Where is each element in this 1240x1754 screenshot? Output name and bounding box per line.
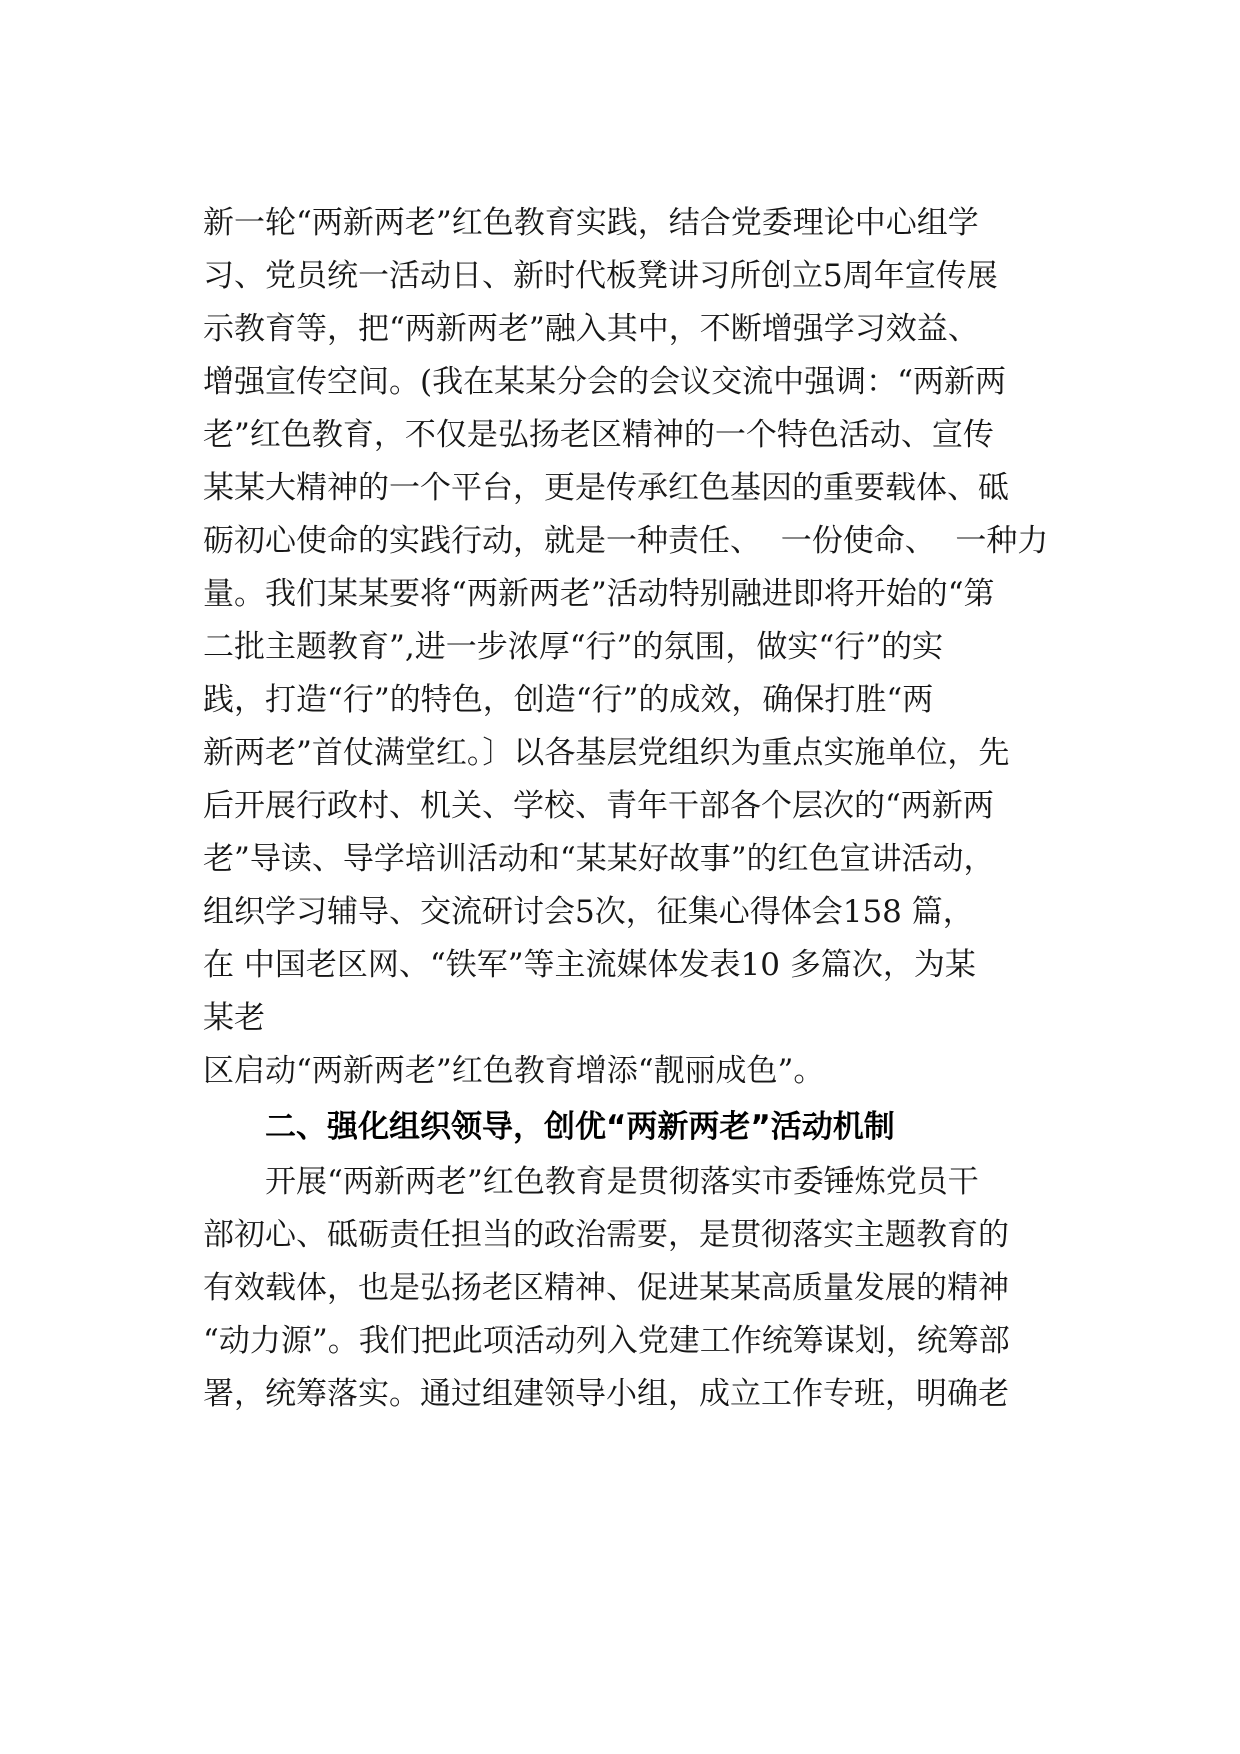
text-line: 开展“两新两老”红色教育是贯彻落实市委锤炼党员干 [265, 1164, 979, 1200]
text-line: 二批主题教育”,进一步浓厚“行”的氛围，做实“行”的实 [203, 629, 944, 665]
text-line: 部初心、砥砺责任担当的政治需要，是贯彻落实主题教育的 [203, 1217, 1009, 1253]
text-line: 砺初心使命的实践行动，就是一种责任、 一份使命、 一种力 [203, 523, 1049, 559]
text-line: 老”导读、导学培训活动和“某某好故事”的红色宣讲活动， [203, 841, 995, 877]
text-line: 量。我们某某要将“两新两老”活动特别融进即将开始的“第 [203, 576, 995, 612]
text-line: 有效载体，也是弘扬老区精神、促进某某高质量发展的精神 [203, 1270, 1009, 1306]
text-line: 老”红色教育，不仅是弘扬老区精神的一个特色活动、宣传 [203, 417, 994, 453]
paragraph-2 [203, 1156, 1063, 1421]
text-line: 署，统筹落实。通过组建领导小组，成立工作专班，明确老 [203, 1376, 1009, 1412]
text-line: 践，打造“行”的特色，创造“行”的成效，确保打胜“两 [203, 682, 934, 718]
text-line: 示教育等，把“两新两老”融入其中，不断增强学习效益、 [203, 311, 979, 347]
text-line: 区启动“两新两老”红色教育增添“靓丽成色”。 [203, 1053, 825, 1089]
paragraph-1 [203, 197, 1063, 1098]
text-line: “动力源”。我们把此项活动列入党建工作统筹谋划，统筹部 [203, 1323, 1010, 1359]
text-line: 增强宣传空间。(我在某某分会的会议交流中强调：“两新两 [203, 364, 1006, 400]
text-line: 某老 [203, 1000, 265, 1036]
document-body [203, 197, 1063, 1421]
text-line: 组织学习辅导、交流研讨会5次，征集心得体会158 篇， [203, 894, 974, 930]
section-heading: 二、强化组织领导，创优“两新两老”活动机制 [265, 1109, 895, 1145]
text-line: 新一轮“两新两老”红色教育实践，结合党委理论中心组学 [203, 205, 979, 241]
text-line: 某某大精神的一个平台，更是传承红色基因的重要载体、砥 [203, 470, 1009, 506]
text-line: 新两老”首仗满堂红。〕以各基层党组织为重点实施单位，先 [203, 735, 1010, 771]
text-line: 后开展行政村、机关、学校、青年干部各个层次的“两新两 [203, 788, 994, 824]
text-line: 习、党员统一活动日、新时代板凳讲习所创立5周年宣传展 [203, 258, 998, 294]
text-line: 在 中国老区网、“铁军”等主流媒体发表10 多篇次，为某 [203, 947, 976, 983]
